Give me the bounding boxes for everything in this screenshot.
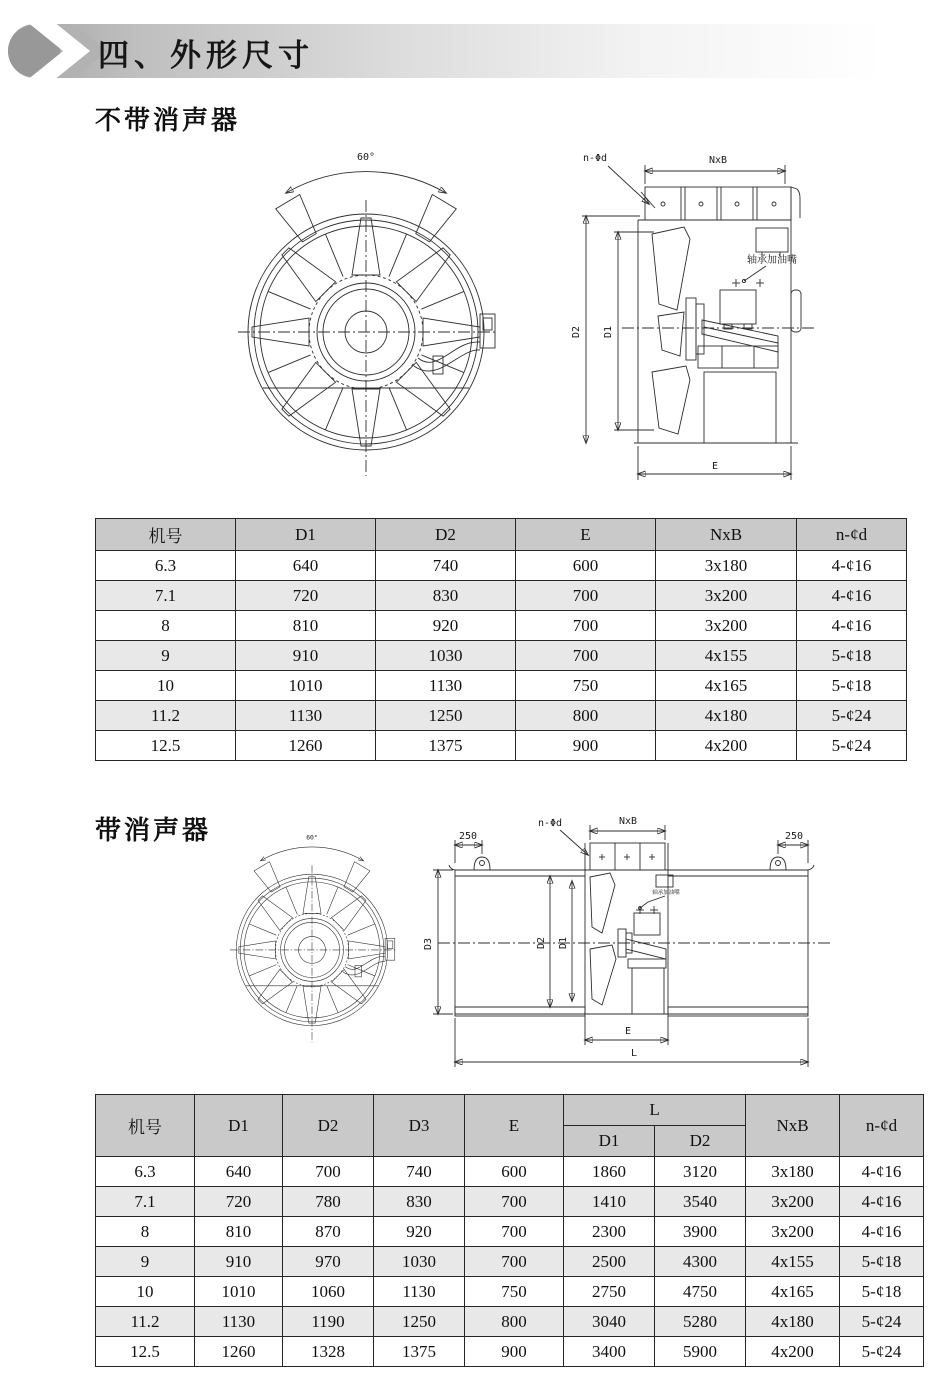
table-cell: 740	[374, 1157, 465, 1187]
table-cell: 3040	[564, 1307, 655, 1337]
dim-label-d2-2: D2	[536, 936, 547, 950]
table-row	[96, 641, 907, 671]
table-cell: 7.1	[96, 581, 236, 611]
table-row	[96, 701, 907, 731]
col-header-d2: D2	[376, 519, 516, 551]
table-cell: 4x180	[656, 701, 797, 731]
col-header-jihao: 机号	[96, 1095, 195, 1157]
dimension-table-no-silencer	[95, 518, 907, 761]
dim-label-l: L	[630, 1048, 638, 1059]
table-cell: 7.1	[96, 1187, 195, 1217]
table-row	[96, 551, 907, 581]
col-header-nxb: NxB	[656, 519, 797, 551]
table-cell: 640	[195, 1157, 283, 1187]
table-cell: 11.2	[96, 701, 236, 731]
table-row	[96, 581, 907, 611]
oil-point-label: 轴承加油嘴	[747, 255, 797, 266]
col-header-nxb: NxB	[746, 1095, 840, 1157]
table-cell: 5-¢18	[797, 671, 907, 701]
table-cell: 1060	[283, 1277, 374, 1307]
table-cell: 5-¢24	[797, 701, 907, 731]
oil-point-label-2: 轴承加油嘴	[652, 890, 680, 896]
table-cell: 6.3	[96, 551, 236, 581]
col-header-l-d1: D1	[564, 1126, 655, 1157]
table-cell: 1260	[236, 731, 376, 761]
table-cell: 700	[516, 581, 656, 611]
table-cell: 2500	[564, 1247, 655, 1277]
table-cell: 4x155	[746, 1247, 840, 1277]
table-row	[96, 1157, 924, 1187]
table-cell: 12.5	[96, 731, 236, 761]
table-row	[96, 1337, 924, 1367]
table-cell: 740	[376, 551, 516, 581]
table-cell: 1260	[195, 1337, 283, 1367]
table-cell: 11.2	[96, 1307, 195, 1337]
table-cell: 4-¢16	[797, 551, 907, 581]
table-cell: 2750	[564, 1277, 655, 1307]
table-cell: 2300	[564, 1217, 655, 1247]
table-row	[96, 1217, 924, 1247]
table-cell: 8	[96, 611, 236, 641]
dim-label-d3: D3	[423, 937, 434, 951]
table-cell: 10	[96, 671, 236, 701]
table-cell: 4x165	[656, 671, 797, 701]
table-cell: 3900	[655, 1217, 746, 1247]
table-cell: 910	[195, 1247, 283, 1277]
table-cell: 4x155	[656, 641, 797, 671]
section-title-with-silencer: 带消声器	[95, 815, 212, 845]
dim-label-d2: D2	[571, 325, 582, 339]
col-header-d1: D1	[195, 1095, 283, 1157]
table-cell: 12.5	[96, 1337, 195, 1367]
table-cell: 910	[236, 641, 376, 671]
table-cell: 5-¢18	[840, 1247, 924, 1277]
table-cell: 1375	[376, 731, 516, 761]
table-cell: 1130	[374, 1277, 465, 1307]
table-row	[96, 1247, 924, 1277]
table-cell: 4x165	[746, 1277, 840, 1307]
table-cell: 600	[465, 1157, 564, 1187]
table-cell: 700	[465, 1217, 564, 1247]
table-cell: 900	[516, 731, 656, 761]
table-cell: 1860	[564, 1157, 655, 1187]
table-cell: 810	[195, 1217, 283, 1247]
dim-label-n-phi-d: n-Φd	[582, 153, 608, 164]
table-cell: 1410	[564, 1187, 655, 1217]
dim-label-d1-2: D1	[558, 936, 569, 950]
table-cell: 8	[96, 1217, 195, 1247]
table-cell: 810	[236, 611, 376, 641]
table-cell: 920	[376, 611, 516, 641]
fan-silencer-side-view-drawing	[420, 813, 860, 1083]
table-cell: 1375	[374, 1337, 465, 1367]
table-cell: 920	[374, 1217, 465, 1247]
col-header-d1: D1	[236, 519, 376, 551]
col-header-d2: D2	[283, 1095, 374, 1157]
col-header-e: E	[516, 519, 656, 551]
dim-label-250-left: 250	[458, 831, 478, 842]
table-cell: 1010	[236, 671, 376, 701]
col-header-l: L	[564, 1095, 746, 1126]
table-cell: 3x200	[746, 1187, 840, 1217]
dim-label-d1: D1	[603, 325, 614, 339]
table-cell: 3120	[655, 1157, 746, 1187]
page-title: 四、外形尺寸	[98, 38, 314, 73]
table-header-row	[96, 1095, 924, 1126]
table-cell: 4-¢16	[797, 611, 907, 641]
col-header-d3: D3	[374, 1095, 465, 1157]
table-row	[96, 671, 907, 701]
table-cell: 10	[96, 1277, 195, 1307]
table-cell: 750	[516, 671, 656, 701]
table-cell: 970	[283, 1247, 374, 1277]
table-cell: 3x200	[656, 611, 797, 641]
table-cell: 1130	[236, 701, 376, 731]
fan-front-view-drawing	[226, 142, 506, 488]
table-cell: 5-¢18	[840, 1277, 924, 1307]
table-cell: 750	[465, 1277, 564, 1307]
table-cell: 830	[374, 1187, 465, 1217]
table-cell: 4300	[655, 1247, 746, 1277]
fan-side-view-drawing	[538, 140, 870, 492]
table-cell: 3x180	[746, 1157, 840, 1187]
table-cell: 4x200	[656, 731, 797, 761]
table-cell: 4x200	[746, 1337, 840, 1367]
table-row	[96, 1307, 924, 1337]
table-cell: 720	[236, 581, 376, 611]
table-cell: 4-¢16	[840, 1187, 924, 1217]
dim-label-e-2: E	[624, 1026, 632, 1037]
table-cell: 5280	[655, 1307, 746, 1337]
table-cell: 600	[516, 551, 656, 581]
table-cell: 9	[96, 1247, 195, 1277]
table-cell: 1250	[376, 701, 516, 731]
table-row	[96, 1277, 924, 1307]
col-header-jihao: 机号	[96, 519, 236, 551]
col-header-nphid: n-¢d	[797, 519, 907, 551]
table-cell: 4x180	[746, 1307, 840, 1337]
table-cell: 1010	[195, 1277, 283, 1307]
section-banner	[8, 24, 930, 78]
table-cell: 1130	[376, 671, 516, 701]
table-cell: 1130	[195, 1307, 283, 1337]
col-header-l-d2: D2	[655, 1126, 746, 1157]
table-cell: 3x200	[746, 1217, 840, 1247]
table-cell: 4750	[655, 1277, 746, 1307]
table-cell: 4-¢16	[840, 1217, 924, 1247]
table-row	[96, 731, 907, 761]
table-cell: 700	[516, 641, 656, 671]
dimension-table-with-silencer	[95, 1094, 924, 1367]
table-cell: 3540	[655, 1187, 746, 1217]
dim-label-e: E	[711, 461, 719, 472]
table-cell: 5-¢24	[840, 1337, 924, 1367]
dim-label-nxb: NxB	[708, 155, 728, 166]
table-cell: 3x200	[656, 581, 797, 611]
table-cell: 5-¢24	[797, 731, 907, 761]
col-header-nphid: n-¢d	[840, 1095, 924, 1157]
dim-label-n-phi-d-2: n-Φd	[537, 818, 563, 829]
table-row	[96, 611, 907, 641]
table-cell: 5-¢24	[840, 1307, 924, 1337]
table-cell: 800	[516, 701, 656, 731]
table-cell: 700	[283, 1157, 374, 1187]
table-header-row	[96, 519, 907, 551]
table-cell: 6.3	[96, 1157, 195, 1187]
table-cell: 1190	[283, 1307, 374, 1337]
table-cell: 3400	[564, 1337, 655, 1367]
table-cell: 700	[465, 1247, 564, 1277]
table-cell: 720	[195, 1187, 283, 1217]
table-row	[96, 1187, 924, 1217]
table-cell: 5900	[655, 1337, 746, 1367]
table-cell: 1030	[376, 641, 516, 671]
col-header-e: E	[465, 1095, 564, 1157]
table-cell: 800	[465, 1307, 564, 1337]
table-cell: 1250	[374, 1307, 465, 1337]
table-cell: 700	[516, 611, 656, 641]
table-cell: 780	[283, 1187, 374, 1217]
table-cell: 1030	[374, 1247, 465, 1277]
table-cell: 9	[96, 641, 236, 671]
table-cell: 4-¢16	[840, 1157, 924, 1187]
fan-front-view-small-drawing	[222, 828, 402, 1050]
table-cell: 3x180	[656, 551, 797, 581]
table-cell: 700	[465, 1187, 564, 1217]
table-cell: 900	[465, 1337, 564, 1367]
table-cell: 1328	[283, 1337, 374, 1367]
table-cell: 870	[283, 1217, 374, 1247]
table-cell: 640	[236, 551, 376, 581]
table-cell: 4-¢16	[797, 581, 907, 611]
dim-label-nxb-2: NxB	[618, 816, 638, 827]
dim-label-250-right: 250	[784, 831, 804, 842]
table-cell: 830	[376, 581, 516, 611]
section-title-no-silencer: 不带消声器	[95, 105, 241, 135]
table-cell: 5-¢18	[797, 641, 907, 671]
